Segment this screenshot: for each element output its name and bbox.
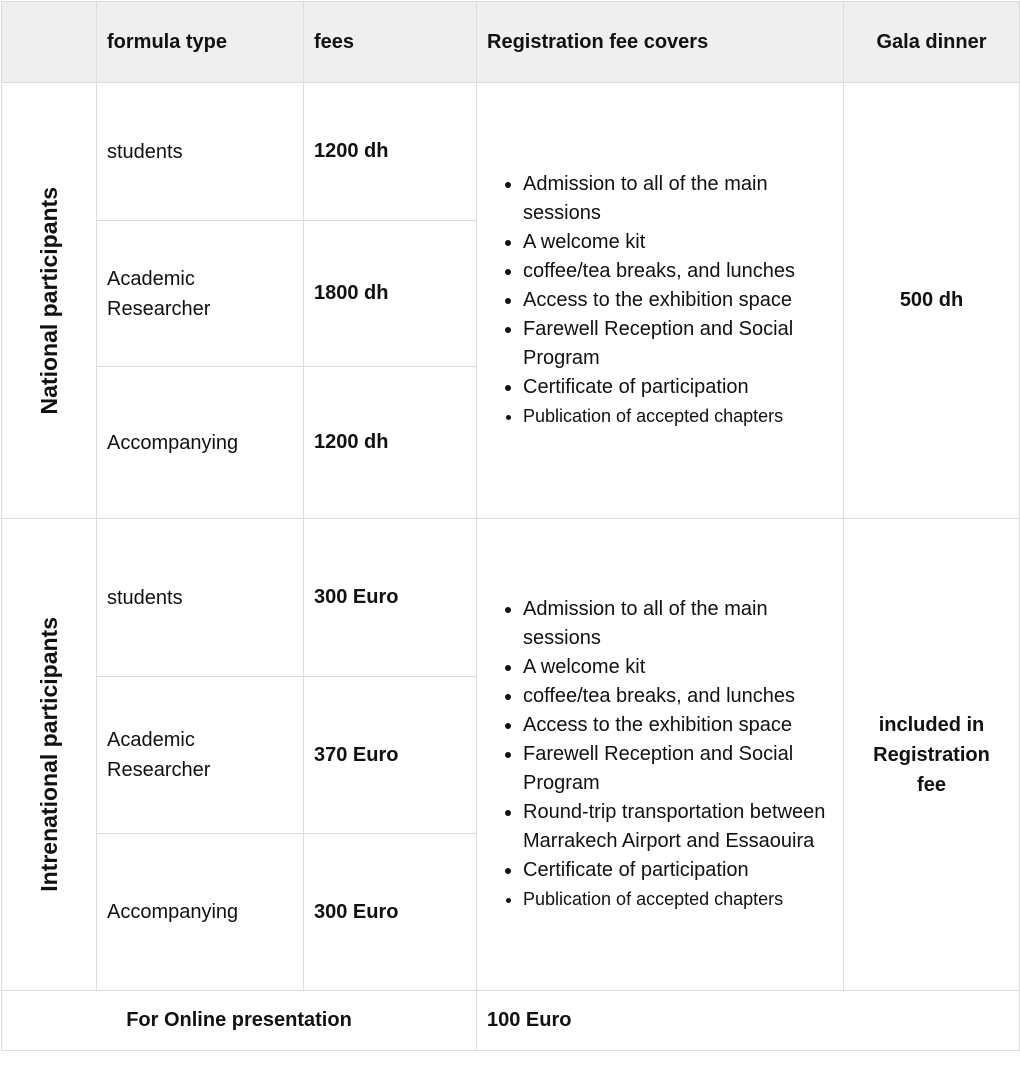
list-item: • coffee/tea breaks, and lunches [523,682,833,711]
list-item: • Access to the exhibition space [523,286,833,315]
online-label-cell: For Online presentation [2,991,477,1051]
list-item: • Farewell Reception and Social Program [523,315,833,373]
formula-type-cell: students [97,83,304,221]
list-item: • Certificate of participation [523,373,833,402]
formula-type-cell: Accompanying [97,834,304,991]
international-group-label: Intrenational participants [35,617,62,892]
list-item: • Publication of accepted chapters [523,402,833,431]
formula-type-cell: Accompanying [97,367,304,519]
international-gala-cell [844,519,1020,991]
list-item: • Access to the exhibition space [523,711,833,740]
fee-cell: 1200 dh [304,83,477,221]
online-fee-cell: 100 Euro [477,991,1020,1051]
international-covers-list [487,595,833,914]
list-item: • Round-trip transportation between Marrakech Airport and Essaouira [523,798,833,856]
national-group-cell [2,83,97,519]
international-gala-text: included in Registration fee [873,713,990,796]
fee-cell: 1200 dh [304,367,477,519]
list-item: • A welcome kit [523,653,833,682]
national-group-label: National participants [35,186,62,415]
list-item: • coffee/tea breaks, and lunches [523,257,833,286]
list-item: • Admission to all of the main sessions [523,170,833,228]
list-item: • Publication of accepted chapters [523,885,833,914]
national-covers-list [487,170,833,431]
header-covers: Registration fee covers [477,2,844,83]
national-gala-cell: 500 dh [844,83,1020,519]
international-group-cell [2,519,97,991]
formula-type-cell: Academic Researcher [97,677,304,834]
header-row [2,2,1020,83]
fee-cell: 300 Euro [304,519,477,677]
international-covers-cell [477,519,844,991]
header-fees: fees [304,2,477,83]
list-item: • A welcome kit [523,228,833,257]
header-formula-type: formula type [97,2,304,83]
formula-type-cell: Academic Researcher [97,221,304,367]
fee-cell: 1800 dh [304,221,477,367]
list-item: • Certificate of participation [523,856,833,885]
fees-table [1,1,1020,1051]
header-gala: Gala dinner [844,2,1020,83]
table-row [2,83,1020,221]
fee-cell: 370 Euro [304,677,477,834]
table-row [2,519,1020,677]
list-item: • Admission to all of the main sessions [523,595,833,653]
online-row [2,991,1020,1051]
formula-type-cell: students [97,519,304,677]
list-item: • Farewell Reception and Social Program [523,740,833,798]
header-group-cell [2,2,97,83]
national-covers-cell [477,83,844,519]
fee-cell: 300 Euro [304,834,477,991]
